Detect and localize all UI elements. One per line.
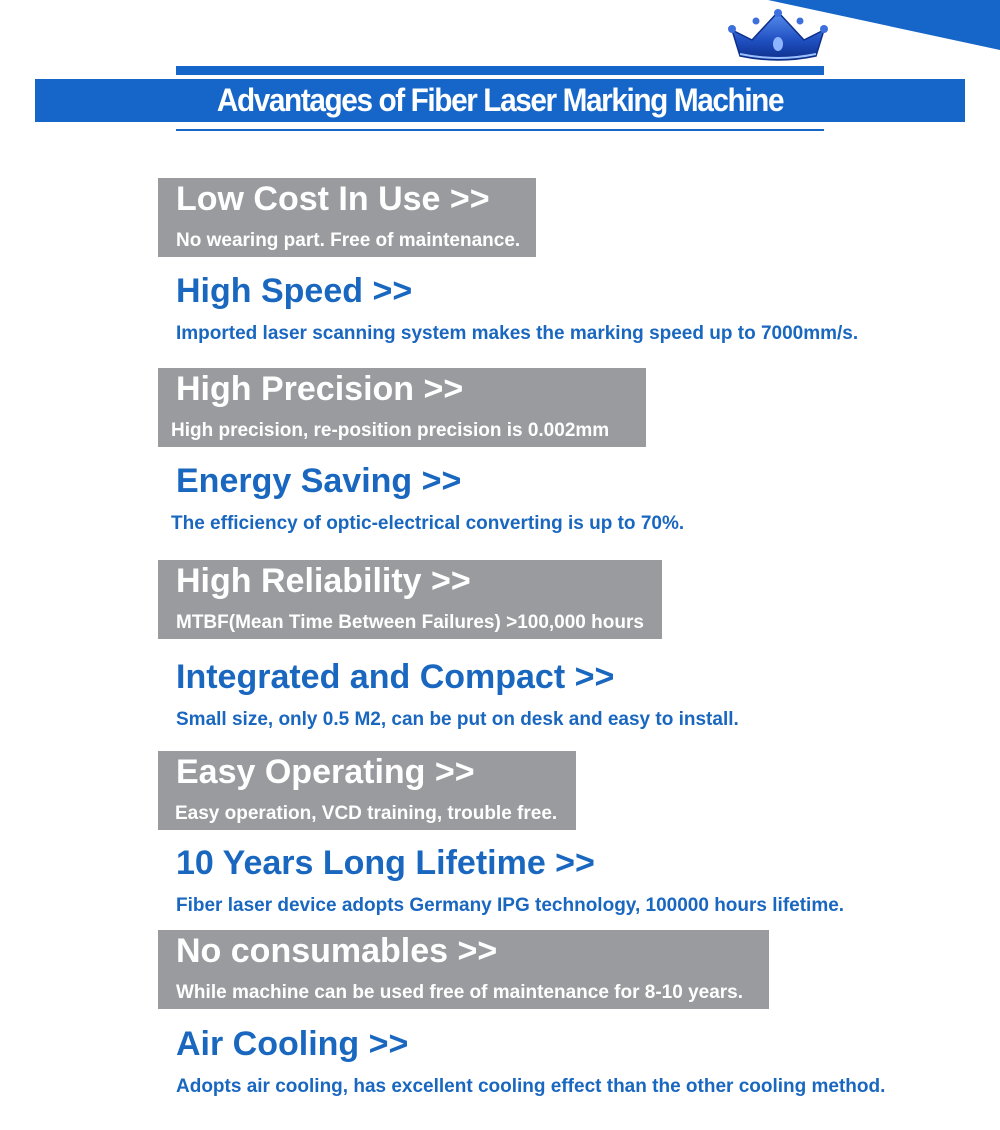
advantage-desc: While machine can be used free of maintenance for 8-10 years. xyxy=(176,982,744,1003)
advantage-high-precision xyxy=(158,368,646,447)
advantage-high-speed xyxy=(158,271,918,351)
advantage-title: No consumables >> xyxy=(176,932,498,970)
advantage-desc: MTBF(Mean Time Between Failures) >100,000 hours xyxy=(176,612,644,633)
header-under-rule xyxy=(176,129,824,131)
advantage-desc: No wearing part. Free of maintenance. xyxy=(176,230,521,251)
advantage-energy-saving xyxy=(158,461,758,541)
advantage-desc: High precision, re-position precision is 0.002mm xyxy=(171,420,610,441)
advantage-desc: The efficiency of optic-electrical converting is up to 70%. xyxy=(171,513,685,534)
advantage-title: Integrated and Compact >> xyxy=(176,658,615,696)
advantage-title: Energy Saving >> xyxy=(176,462,462,500)
advantage-desc: Imported laser scanning system makes the marking speed up to 7000mm/s. xyxy=(176,323,859,344)
advantage-title: High Precision >> xyxy=(176,370,464,408)
advantage-no-consumables xyxy=(158,930,769,1009)
advantage-long-lifetime xyxy=(158,843,918,923)
page-title: Advantages of Fiber Laser Marking Machine xyxy=(35,79,965,122)
advantage-integrated-compact xyxy=(158,657,858,737)
crown-icon xyxy=(728,8,828,64)
advantage-low-cost xyxy=(158,178,536,257)
advantage-desc: Small size, only 0.5 M2, can be put on desk and easy to install. xyxy=(176,709,739,730)
advantage-title: Low Cost In Use >> xyxy=(176,180,490,218)
advantage-title: High Speed >> xyxy=(176,272,413,310)
advantage-desc: Adopts air cooling, has excellent cooling effect than the other cooling method. xyxy=(176,1076,886,1097)
corner-stripe-decoration xyxy=(0,0,1000,60)
advantage-title: 10 Years Long Lifetime >> xyxy=(176,844,595,882)
advantage-high-reliability xyxy=(158,560,662,639)
advantage-desc: Fiber laser device adopts Germany IPG technology, 100000 hours lifetime. xyxy=(176,895,845,916)
advantage-title: High Reliability >> xyxy=(176,562,471,600)
advantage-air-cooling xyxy=(158,1024,958,1104)
advantage-easy-operating xyxy=(158,751,576,830)
header-top-rule xyxy=(176,66,824,75)
advantage-title: Air Cooling >> xyxy=(176,1025,409,1063)
advantage-desc: Easy operation, VCD training, trouble free. xyxy=(175,803,558,824)
advantage-title: Easy Operating >> xyxy=(176,753,475,791)
